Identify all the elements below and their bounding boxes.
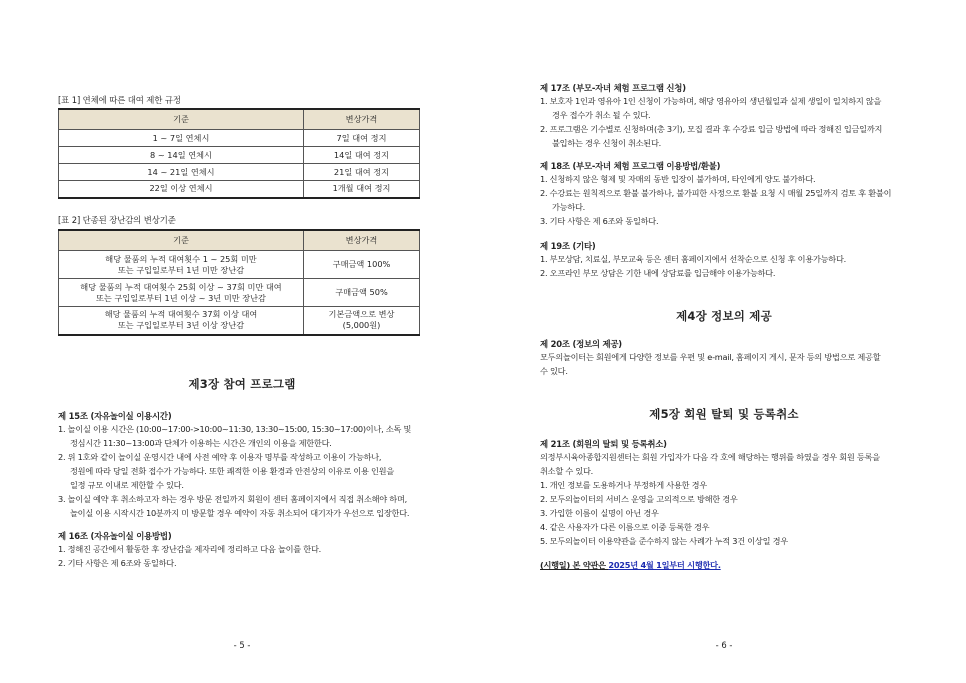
page-number: - 5 - — [233, 640, 251, 650]
article18-line: 가능하다. — [552, 202, 585, 212]
article16-line: 2. 기타 사항은 제 6조와 동일하다. — [58, 558, 177, 568]
cell-line: 해당 물품의 누적 대여횟수 1 ~ 25회 미만 — [105, 253, 257, 264]
page-number: - 6 - — [715, 640, 733, 650]
cell-line: 구매금액 50% — [335, 287, 388, 297]
article19-line: 2. 오프라인 부모 상담은 기한 내에 상담료를 입금해야 이용가능하다. — [540, 268, 776, 278]
table-row — [59, 251, 420, 279]
article18-line: 3. 기타 사항은 제 6조와 동일하다. — [540, 216, 659, 226]
article21-line: 2. 모두의놀이터의 서비스 운영을 고의적으로 방해한 경우 — [540, 494, 738, 504]
table2-header-criteria: 기준 — [59, 230, 304, 251]
article18-title: 제 18조 (부모-자녀 체험 프로그램 이용방법/환불) — [540, 161, 721, 171]
penalty-cell — [304, 251, 420, 279]
article21-line: 5. 모두의놀이터 이용약관을 준수하지 않는 사례가 누적 3건 이상일 경우 — [540, 536, 788, 546]
penalty-cell: 1개월 대여 정지 — [304, 181, 420, 198]
chapter5-title: 제5장 회원 탈퇴 및 등록취소 — [649, 407, 799, 421]
penalty-cell: 21일 대여 정지 — [304, 164, 420, 181]
table-row — [59, 147, 420, 164]
article17-line: 경우 접수가 취소 될 수 있다. — [552, 110, 651, 120]
article15-line: 놀이실 이용 시작시간 10분까지 미 방문할 경우 예약이 자동 취소되어 대기자가 우선으로 입장한다. — [70, 508, 410, 518]
penalty-cell — [304, 307, 420, 335]
article17-title: 제 17조 (부모-자녀 체험 프로그램 신청) — [540, 83, 686, 93]
article16-line: 1. 정해진 공간에서 활동한 후 장난감을 제자리에 정리하고 다음 놀이를 한다. — [58, 544, 321, 554]
penalty-cell — [304, 279, 420, 307]
table1-header-criteria: 기준 — [59, 109, 304, 130]
article15-line: 2. 위 1호와 같이 놀이실 운영시간 내에 사전 예약 후 이용자 명부를 작성하고 이용이 가능하나, — [58, 452, 382, 462]
article15-line: 정원에 따라 당일 전화 접수가 가능하다. 또한 쾌적한 이용 환경과 안전상의 이유로 이용 인원을 — [70, 466, 394, 476]
article17-line: 2. 프로그램은 기수별로 신청하며(총 3기), 모집 결과 후 수강료 입금 방법에 따라 정해진 입금일까지 — [540, 124, 883, 134]
article15-line: 1. 놀이실 이용 시간은 (10:00~17:00->10:00~11:30, 13:30~15:00, 15:30~17:00)이나, 소독 및 — [58, 424, 412, 434]
cell-line: (5,000원) — [342, 320, 381, 331]
article21-line: 4. 같은 사용자가 다른 이름으로 이중 등록한 경우 — [540, 522, 710, 532]
article17-line: 1. 보호자 1인과 영유아 1인 신청이 가능하며, 해당 영유아의 생년월일과 실제 생일이 일치하지 않을 — [540, 96, 882, 106]
article20-line: 수 있다. — [540, 366, 568, 376]
cell-line: 또는 구입일로부터 1년 미만 장난감 — [117, 264, 245, 275]
table-row — [59, 181, 420, 198]
cell-line: 또는 구입일로부터 3년 이상 장난감 — [117, 320, 245, 331]
overdue-restriction-table — [58, 108, 420, 199]
cell-line: 해당 물품의 누적 대여횟수 25회 이상 ~ 37회 미만 대여 — [80, 281, 282, 292]
criteria-cell — [59, 279, 304, 307]
penalty-cell: 7일 대여 정지 — [304, 130, 420, 147]
article15-line: 3. 놀이실 예약 후 취소하고자 하는 경우 방문 전일까지 회원이 센터 홈페이지에서 직접 취소해야 하며, — [58, 494, 407, 504]
chapter3-title: 제3장 참여 프로그램 — [188, 377, 296, 391]
article21-line: 3. 가입한 이름이 실명이 아닌 경우 — [540, 508, 659, 518]
cell-line: 기본금액으로 변상 — [328, 309, 395, 320]
table-row — [59, 279, 420, 307]
article15-title: 제 15조 (자유놀이실 이용시간) — [58, 411, 172, 421]
article19-line: 1. 부모상담, 치료실, 부모교육 등은 센터 홈페이지에서 선착순으로 신청 후 이용가능하다. — [540, 254, 846, 264]
discontinued-toy-table — [58, 229, 420, 336]
article21-line: 취소할 수 있다. — [540, 466, 594, 476]
table1-caption: [표 1] 연체에 따른 대여 제한 규정 — [58, 95, 181, 105]
article18-line: 1. 신청하지 않은 형제 및 자매의 동반 입장이 불가하며, 타인에게 양도 불가하다. — [540, 174, 816, 184]
addendum — [540, 560, 721, 571]
table1-header-penalty: 변상가격 — [304, 109, 420, 130]
criteria-cell: 14 ~ 21일 연체시 — [59, 164, 304, 181]
article21-line: 1. 개인 정보를 도용하거나 부정하게 사용한 경우 — [540, 480, 707, 490]
table-row — [59, 130, 420, 147]
article19-title: 제 19조 (기타) — [540, 241, 596, 251]
criteria-cell: 8 ~ 14일 연체시 — [59, 147, 304, 164]
article18-line: 2. 수강료는 원칙적으로 환불 불가하나, 불가피한 사정으로 환불 요청 시 매월 25일까지 검토 후 환불이 — [540, 188, 892, 198]
article21-line: 의정부시육아종합지원센터는 회원 가입자가 다음 각 호에 해당하는 행위를 하였을 경우 회원 등록을 — [540, 452, 880, 462]
table2-caption: [표 2] 단종된 장난감의 변상기준 — [58, 215, 176, 225]
addendum-date: 2025년 4월 1일부터 시행한다. — [608, 560, 721, 570]
article21-title: 제 21조 (회원의 탈퇴 및 등록취소) — [540, 439, 667, 449]
chapter4-title: 제4장 정보의 제공 — [676, 309, 772, 323]
criteria-cell: 1 ~ 7일 연체시 — [59, 130, 304, 147]
article20-line: 모두의놀이터는 회원에게 다양한 정보를 우편 및 e-mail, 홈페이지 게시, 문자 등의 방법으로 제공할 — [540, 352, 881, 362]
article17-line: 불입하는 경우 신청이 취소된다. — [552, 138, 661, 148]
article20-title: 제 20조 (정보의 제공) — [540, 339, 622, 349]
cell-line: 해당 물품의 누적 대여횟수 37회 이상 대여 — [104, 309, 258, 320]
article15-line: 일정 규모 이내로 제한할 수 있다. — [70, 480, 184, 490]
cell-line: 구매금액 100% — [332, 259, 391, 269]
addendum-prefix: (시행일) 본 약관은 — [540, 560, 609, 570]
table-row — [59, 307, 420, 335]
cell-line: 또는 구입일로부터 1년 이상 ~ 3년 미만 장난감 — [96, 292, 266, 303]
penalty-cell: 14일 대여 정지 — [304, 147, 420, 164]
criteria-cell: 22일 이상 연체시 — [59, 181, 304, 198]
criteria-cell — [59, 251, 304, 279]
article15-line: 정심시간 11:30~13:00과 단체가 이용하는 시간은 개인의 이용을 제한한다. — [70, 438, 332, 448]
table-row — [59, 164, 420, 181]
criteria-cell — [59, 307, 304, 335]
article16-title: 제 16조 (자유놀이실 이용방법) — [58, 531, 172, 541]
table2-header-penalty: 변상가격 — [304, 230, 420, 251]
